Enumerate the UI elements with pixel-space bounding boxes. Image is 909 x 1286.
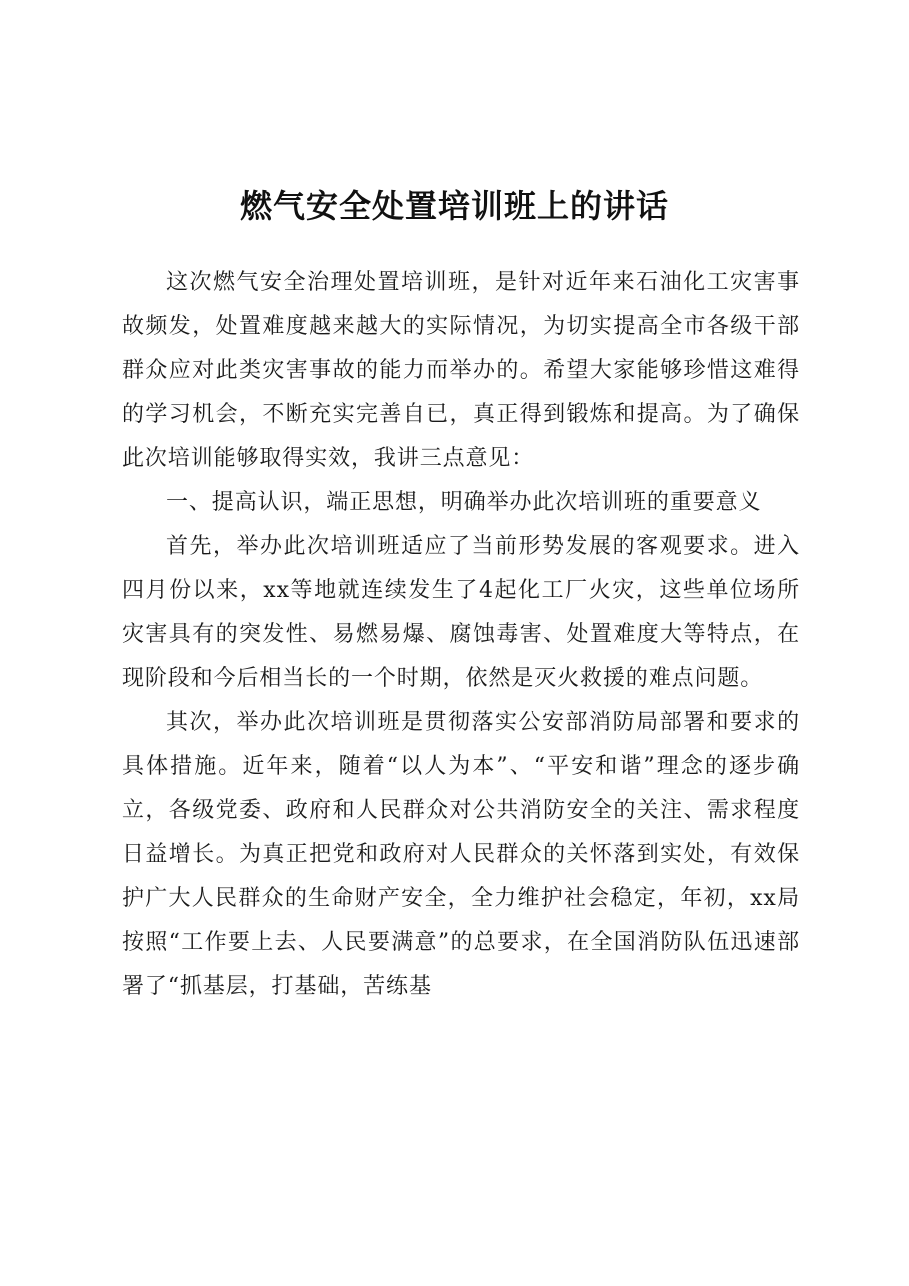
section-heading-1: 一、提高认识，端正思想，明确举办此次培训班的重要意义	[166, 490, 762, 515]
document-body	[122, 261, 800, 1009]
paragraph-second-point: 其次，举办此次培训班是贯彻落实公安部消防局部署和要求的具体措施。近年来，随着“以人为本”、“平安和谐”理念的逐步确立，各级党委、政府和人民群众对公共消防安全的关注、需求程度日益增长。为真正把党和政府对人民群众的关怀落到实处，有效保护广大人民群众的生命财产安全，全力维护社会稳定，年初，xx局按照“工作要上去、人民要满意”的总要求，在全国消防队伍迅速部署了“抓基层，打基础，苦练基	[122, 710, 800, 999]
paragraph-intro: 这次燃气安全治理处置培训班，是针对近年来石油化工灾害事故频发，处置难度越来越大的实际情况，为切实提高全市各级干部群众应对此类灾害事故的能力而举办的。希望大家能够珍惜这难得的学习机会，不断充实完善自已，真正得到锻炼和提高。为了确保此次培训能够取得实效，我讲三点意见：	[122, 270, 800, 471]
document-title: 燃气安全处置培训班上的讲话	[239, 187, 669, 225]
paragraph-first-point: 首先，举办此次培训班适应了当前形势发展的客观要求。进入四月份以来，xx等地就连续发生了4起化工厂火灾，这些单位场所灾害具有的突发性、易燃易爆、腐蚀毒害、处置难度大等特点，在现阶段和今后相当长的一个时期，依然是灭火救援的难点问题。	[122, 534, 800, 691]
